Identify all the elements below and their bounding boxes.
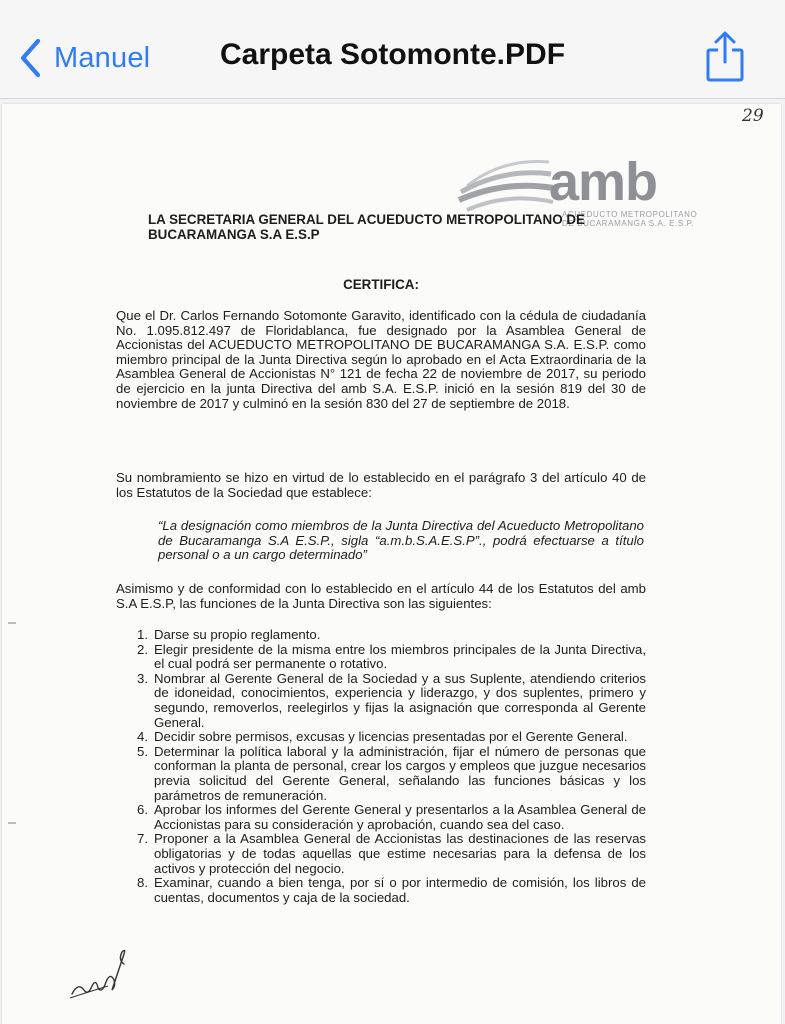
paragraph-designation: Que el Dr. Carlos Fernando Sotomonte Garavito, identificado con la cédula de ciudadanía No. 1.095.812.497 de Floridablanca, fue designado por la Asamblea General de Accionistas del ACUEDUCTO METROPOLITANO DE BUCARAMANGA S.A. E.S.P. como miembro principal de la Junta Directiva según lo aprobado en el Acta Extraordinaria de la Asamblea General de Accionistas N° 121 de fecha 22 de noviembre de 2017, su periodo de ejercicio en la junta Directiva del amb S.A. E.S.P. inició en la sesión 819 del 30 de noviembre de 2017 y culminó en la sesión 830 del 27 de septiembre de 2018.: [116, 308, 646, 411]
back-button-label: Manuel: [54, 41, 151, 74]
paragraph-functions-intro: Asimismo y de conformidad con lo establecido en el artículo 44 de los Estatutos del amb S.A E.S.P, las funciones de la Junta Directiva son las siguientes:: [116, 581, 646, 611]
list-item: 2. Elegir presidente de la misma entre los miembros principales de la Junta Directiva, el cual podrá ser permanente o rotativo.: [137, 641, 646, 672]
page-number: 29: [742, 106, 764, 126]
list-item: 5. Determinar la política laboral y la administración, fijar el número de personas que conforman la planta de personal, crear los cargos y empleos que juzgue necesarios previa solicitud del Gerente General, señalando las funciones básicas y los parámetros de remuneración.: [137, 743, 646, 803]
back-button[interactable]: [18, 36, 150, 80]
pdf-page[interactable]: [2, 104, 781, 1024]
document-title: Carpeta Sotomonte.PDF: [219, 38, 566, 71]
statute-quote: “La designación como miembros de la Junta Directiva del Acueducto Metropolitano de Bucaramanga S.A E.S.P., sigla “a.m.b.S.A.E.S.P”., podrá efectuarse a título personal o a un cargo determinado”: [158, 518, 644, 563]
paragraph-appointment: Su nombramiento se hizo en virtud de lo establecido en el parágrafo 3 del artículo 40 de los Estatutos de la Sociedad que establece:: [116, 470, 646, 500]
scan-mark: [8, 822, 16, 824]
document-heading: LA SECRETARIA GENERAL DEL ACUEDUCTO METROPOLITANO DE BUCARAMANGA S.A E.S.P: [148, 212, 585, 242]
logo-subtitle: ACUEDUCTO METROPOLITANO DE BUCARAMANGA S.A. E.S.P.: [562, 210, 698, 228]
list-item: 8. Examinar, cuando a bien tenga, por sí o por intermedio de comisión, los libros de cuentas, documentos y caja de la sociedad.: [137, 875, 646, 905]
navigation-bar: [0, 0, 785, 99]
list-item: 1. Darse su propio reglamento.: [137, 627, 321, 642]
chevron-left-icon: [18, 37, 44, 79]
list-item: 6. Aprobar los informes del Gerente General y presentarlos a la Asamblea General de Accionistas para su consideración y aprobación, cuando sea del caso.: [137, 802, 646, 832]
functions-list: [116, 628, 646, 905]
certifica-heading: CERTIFICA:: [343, 277, 419, 292]
list-item: 7. Proponer a la Asamblea General de Accionistas las destinaciones de las reservas obligatorias y de todas aquellas que estime necesarias para la defensa de los activos y protección del negocio.: [137, 831, 646, 876]
list-item: 3. Nombrar al Gerente General de la Sociedad y a sus Suplente, atendiendo criterios de idoneidad, conocimientos, experiencia y liderazgo, y dos suplentes, primero y segundo, removerlos, reelegirlos y fijas la asignación que corresponda al Gerente General.: [137, 670, 646, 730]
share-button[interactable]: [703, 30, 747, 84]
logo-wordmark: amb: [549, 152, 658, 212]
handwritten-initials-signature: [68, 942, 132, 1002]
list-item: 4. Decidir sobre permisos, excusas y licencias presentadas por el Gerente General.: [137, 729, 628, 745]
scan-mark: [8, 622, 16, 624]
share-icon: [703, 30, 747, 84]
